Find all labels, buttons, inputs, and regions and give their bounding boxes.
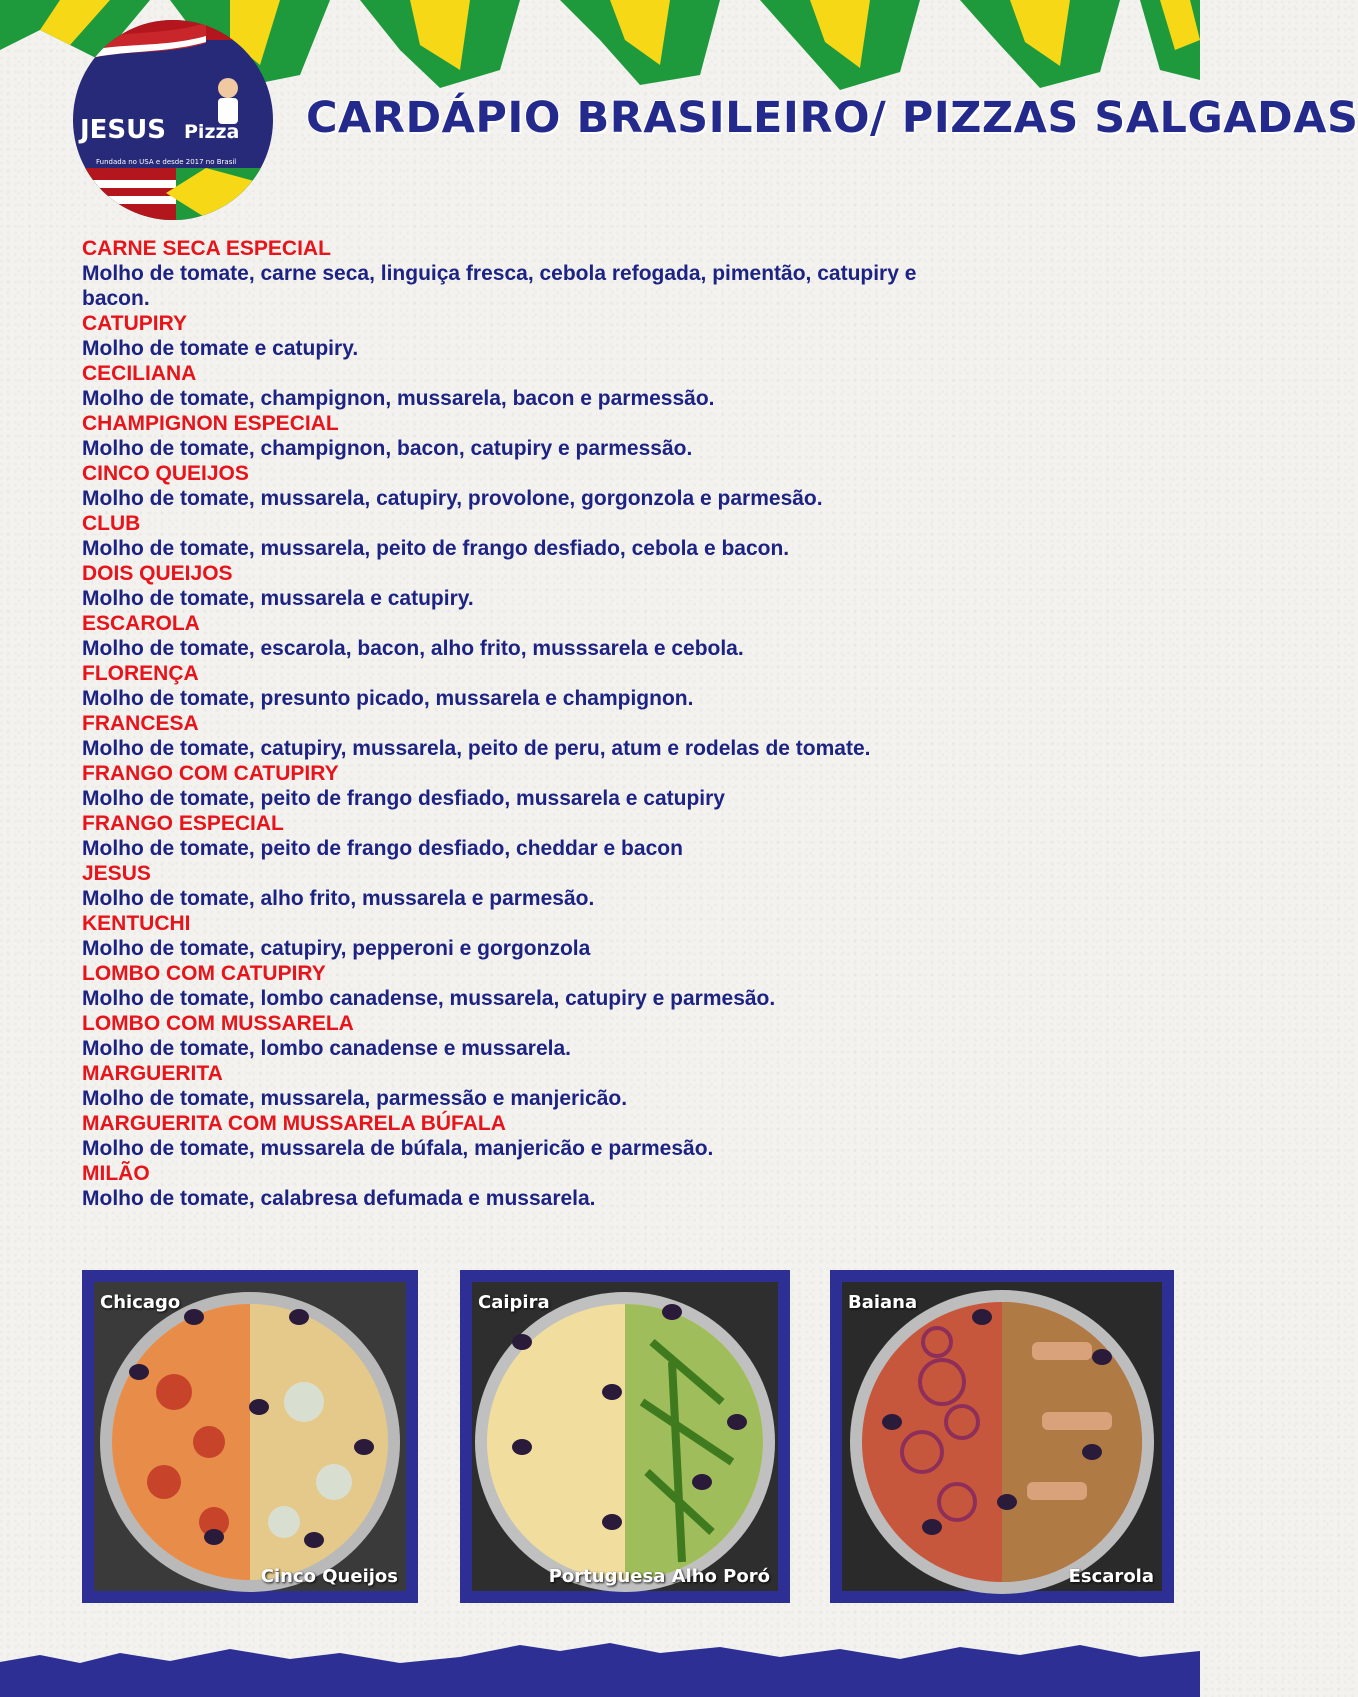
menu-item-name: CHAMPIGNON ESPECIAL [82, 412, 339, 435]
menu-item-description: Molho de tomate, catupiry, mussarela, peito de peru, atum e rodelas de tomate. [82, 737, 871, 760]
menu-item-description: Molho de tomate, mussarela, catupiry, provolone, gorgonzola e parmesão. [82, 487, 823, 510]
menu-item-description: Molho de tomate, lombo canadense, mussarela, catupiry e parmesão. [82, 987, 776, 1010]
pizza-photo-1-image [94, 1282, 406, 1591]
menu-item-description: Molho de tomate, catupiry, pepperoni e gorgonzola [82, 937, 591, 960]
photo-1-top-label: Chicago [100, 1292, 181, 1313]
menu-item-name: MILÃO [82, 1162, 150, 1185]
pizza-photo-1 [82, 1270, 418, 1603]
menu-item-description: Molho de tomate, mussarela, parmessão e manjericão. [82, 1087, 628, 1110]
menu-item-description: Molho de tomate, mussarela, peito de frango desfiado, cebola e bacon. [82, 537, 790, 560]
menu-item-name: CARNE SECA ESPECIAL [82, 237, 331, 260]
menu-item-name: LOMBO COM MUSSARELA [82, 1012, 354, 1035]
menu-item-name: CLUB [82, 512, 141, 535]
menu-item-description: Molho de tomate, lombo canadense e mussarela. [82, 1037, 571, 1060]
photo-1-bottom-label: Cinco Queijos [260, 1566, 398, 1587]
pizza-photo-2-image [472, 1282, 778, 1591]
photo-2-bottom-label: Portuguesa Alho Poró [548, 1566, 770, 1587]
menu-item-name: DOIS QUEIJOS [82, 562, 233, 585]
menu-item-name: LOMBO COM CATUPIRY [82, 962, 326, 985]
pizza-menu-list [82, 236, 962, 1211]
menu-item-name: FRANGO ESPECIAL [82, 812, 284, 835]
page-title: CARDÁPIO BRASILEIRO/ PIZZAS SALGADAS [306, 93, 1358, 143]
logo-brand-main: JESUS [80, 115, 166, 145]
jesus-pizza-logo [66, 18, 280, 222]
menu-item-description: Molho de tomate e catupiry. [82, 337, 359, 360]
photo-3-bottom-label: Escarola [1068, 1566, 1154, 1587]
menu-item-name: MARGUERITA COM MUSSARELA BÚFALA [82, 1112, 506, 1135]
bottom-wave-decoration [0, 1627, 1200, 1697]
menu-item-name: CINCO QUEIJOS [82, 462, 249, 485]
menu-item-description: Molho de tomate, mussarela e catupiry. [82, 587, 474, 610]
menu-item-description: Molho de tomate, carne seca, linguiça fresca, cebola refogada, pimentão, catupiry e bacon. [82, 262, 917, 310]
menu-item-description: Molho de tomate, peito de frango desfiado, cheddar e bacon [82, 837, 683, 860]
logo-tagline: Fundada no USA e desde 2017 no Brasil [96, 158, 237, 166]
pizza-photo-3-image [842, 1282, 1162, 1591]
menu-item-name: JESUS [82, 862, 151, 885]
menu-item-name: ESCAROLA [82, 612, 200, 635]
logo-brand-sub: Pizza [184, 121, 240, 143]
menu-item-name: FRANGO COM CATUPIRY [82, 762, 339, 785]
menu-item-name: FRANCESA [82, 712, 199, 735]
menu-item-name: CECILIANA [82, 362, 197, 385]
menu-item-description: Molho de tomate, peito de frango desfiado, mussarela e catupiry [82, 787, 725, 810]
menu-item-description: Molho de tomate, champignon, mussarela, bacon e parmessão. [82, 387, 715, 410]
menu-item-name: KENTUCHI [82, 912, 191, 935]
menu-item-name: FLORENÇA [82, 662, 199, 685]
menu-item-description: Molho de tomate, mussarela de búfala, manjericão e parmesão. [82, 1137, 714, 1160]
menu-item-description: Molho de tomate, champignon, bacon, catupiry e parmessão. [82, 437, 693, 460]
menu-item-description: Molho de tomate, escarola, bacon, alho frito, musssarela e cebola. [82, 637, 744, 660]
photo-3-top-label: Baiana [848, 1292, 918, 1313]
photo-2-top-label: Caipira [478, 1292, 550, 1313]
pizza-photo-2 [460, 1270, 790, 1603]
menu-item-description: Molho de tomate, alho frito, mussarela e parmesão. [82, 887, 595, 910]
menu-item-name: CATUPIRY [82, 312, 187, 335]
menu-item-description: Molho de tomate, calabresa defumada e mussarela. [82, 1187, 596, 1210]
pizza-photo-3 [830, 1270, 1174, 1603]
menu-item-description: Molho de tomate, presunto picado, mussarela e champignon. [82, 687, 694, 710]
menu-item-name: MARGUERITA [82, 1062, 223, 1085]
